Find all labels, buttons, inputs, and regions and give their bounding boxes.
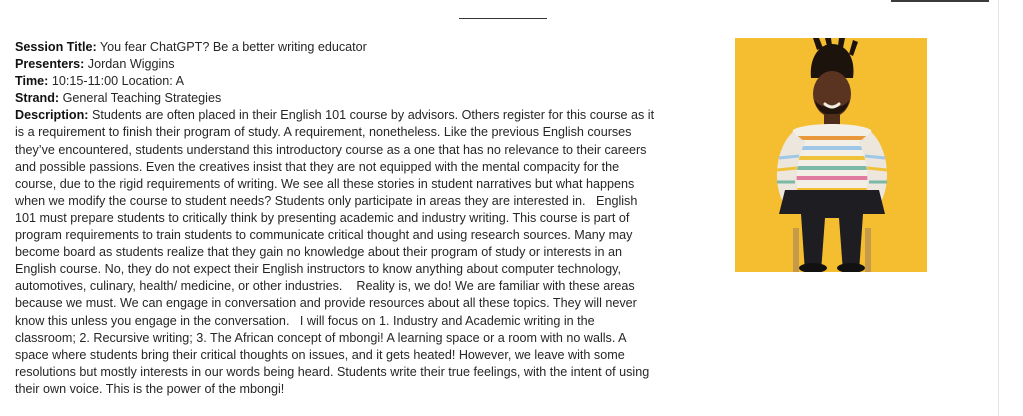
time-label: Time: (15, 74, 49, 89)
session-details (15, 39, 658, 398)
presenters-label: Presenters: (15, 57, 85, 72)
session-title-label: Session Title: (15, 40, 97, 54)
description-label: Description: (15, 108, 89, 123)
presenters-line (15, 56, 655, 73)
strand-label: Strand: (15, 91, 60, 106)
time-value: 10:15-11:00 Location: A (48, 74, 184, 89)
session-title-line (15, 39, 655, 56)
presenter-photo (735, 38, 927, 272)
time-line (15, 73, 655, 90)
description-value: Students are often placed in their English 101 course by advisors. Others register for this course as it is a requirement to finish their program of study. A requirement, nonetheless. Like the previous English courses they’ve encountered, students understand this introductory course as a one that has no relevance to their careers and possible passions. Even the creatives insist that they are not equipped with the mental compacity for the course, due to the rigid requirements of writing. We see all these stories in student narratives but what happens when we modify the course to student needs? Students only participate in areas they are interested in. English 101 must prepare students to critically think by presenting academic and industry writing. This course is part of program requirements to train students to communicate critical thought and using research sources. Many may become board as students realize that they gain no knowledge about their program of study or interests in an English course. No, they do not expect their English instructors to know anything about computer technology, automotives, culinary, health/ medicine, or other industries. Reality is, we do! We are familiar with these areas because we must. We can engage in conversation and provide resources about all these topics. They will never know this unless you engage in the conversation. I will focus on 1. Industry and Academic writing in the classroom; 2. Recursive writing; 3. The African concept of mbongi! A learning space or a room with no walls. A space where students bring their critical thoughts on issues, and it gets heated! However, we leave with some resolutions but mostly interests in our words being heard. Students write their true feelings, with the intent of using their own voice. This is the power of the mbongi! (15, 108, 658, 396)
session-title-value: You fear ChatGPT? Be a better writing educator (96, 40, 367, 54)
presenters-value: Jordan Wiggins (84, 57, 175, 72)
top-divider (459, 18, 547, 19)
top-corner-bar (891, 0, 989, 2)
strand-line (15, 90, 655, 107)
strand-value: General Teaching Strategies (59, 91, 222, 106)
right-border (998, 0, 999, 416)
presenter-illustration (735, 38, 927, 272)
description-line (15, 107, 658, 398)
